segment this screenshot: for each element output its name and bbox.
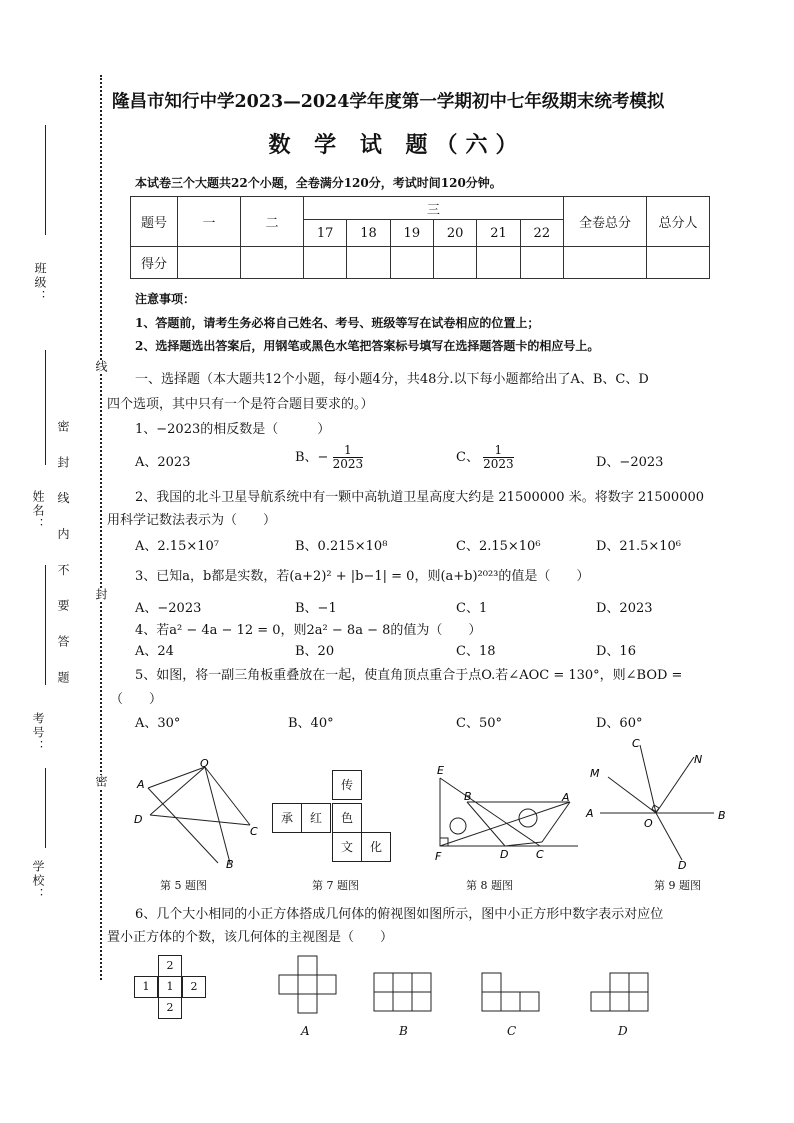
figure-q7-cube-net <box>272 770 392 865</box>
frac-numerator: 1 <box>483 444 514 458</box>
q6-option-c-figure[interactable] <box>481 972 543 1016</box>
q3-option-d[interactable]: D、2023 <box>596 601 653 616</box>
q6-option-a-figure[interactable] <box>278 955 340 1017</box>
q2-option-a[interactable]: A、2.15×10⁷ <box>135 539 219 554</box>
q3-option-b[interactable]: B、−1 <box>295 601 337 616</box>
q2-stem-line1: 2、我国的北斗卫星导航系统中有一颗中高轨道卫星高度大约是 21500000 米。将数字 21500000 <box>135 490 705 505</box>
q6-label-b: B <box>399 1024 408 1038</box>
q5-option-a[interactable]: A、30° <box>135 716 181 731</box>
frac-denominator: 2023 <box>332 457 364 471</box>
name-label: 姓名： <box>31 490 45 532</box>
q1-option-c-prefix: C、 <box>456 450 479 465</box>
figure-q9 <box>582 735 732 873</box>
q2-option-b[interactable]: B、0.215×10⁸ <box>295 539 388 554</box>
row-label-question: 题号 <box>131 197 178 247</box>
col-part-3: 三 <box>304 197 564 220</box>
q2-option-c[interactable]: C、2.15×10⁶ <box>456 539 541 554</box>
exam-no-fill-line <box>45 565 46 685</box>
binding-dotted-line <box>100 75 102 980</box>
svg-text:A: A <box>137 778 145 791</box>
notes-heading: 注意事项： <box>135 292 196 306</box>
caption-q5: 第 5 题图 <box>160 879 207 892</box>
col-q21: 21 <box>477 220 520 247</box>
score-cell[interactable] <box>390 247 433 279</box>
col-q20: 20 <box>433 220 476 247</box>
grid-cell: 2 <box>158 955 182 977</box>
q1-option-c[interactable] <box>456 444 514 471</box>
svg-text:D: D <box>500 848 509 861</box>
figure-q5 <box>130 755 270 873</box>
q1-option-d[interactable]: D、−2023 <box>596 455 664 470</box>
frac-denominator: 2023 <box>483 457 514 471</box>
q1-option-b[interactable] <box>295 444 363 471</box>
grid-cell: 1 <box>134 976 158 998</box>
q1-option-c-fraction <box>483 444 514 471</box>
score-cell[interactable] <box>647 247 710 279</box>
grid-cell: 2 <box>182 976 206 998</box>
school-label: 学校： <box>31 860 45 902</box>
score-cell[interactable] <box>304 247 347 279</box>
row-label-score: 得分 <box>131 247 178 279</box>
exam-title: 隆昌市知行中学2023—2024学年度第一学期初中七年级期末统考模拟 <box>112 92 665 112</box>
score-cell[interactable] <box>241 247 304 279</box>
seal-char-seal: 封 <box>94 588 108 602</box>
net-cell: 承 <box>272 803 302 833</box>
section1-line2: 四个选项，其中只有一个是符合题目要求的。） <box>107 397 374 412</box>
q4-option-d[interactable]: D、16 <box>596 644 636 659</box>
q6-stem-line1: 6、几个大小相同的小正方体搭成几何体的俯视图如图所示，图中小正方形中数字表示对应位 <box>135 907 664 922</box>
grid-cell: 1 <box>158 976 182 998</box>
caption-q7: 第 7 题图 <box>312 879 359 892</box>
score-cell[interactable] <box>477 247 520 279</box>
section1-line1: 一、选择题（本大题共12个小题，每小题4分，共48分.以下每小题都给出了A、B、C、D <box>135 372 649 387</box>
col-q17: 17 <box>304 220 347 247</box>
col-q19: 19 <box>390 220 433 247</box>
q5-option-b[interactable]: B、40° <box>288 716 334 731</box>
col-part-1: 一 <box>178 197 241 247</box>
svg-text:N: N <box>694 753 703 766</box>
q3-option-a[interactable]: A、−2023 <box>135 601 202 616</box>
caption-q9: 第 9 题图 <box>654 879 701 892</box>
net-cell: 红 <box>301 803 331 833</box>
svg-text:C: C <box>536 848 544 861</box>
q3-option-c[interactable]: C、1 <box>456 601 488 616</box>
svg-text:D: D <box>134 813 143 826</box>
q1-option-a[interactable]: A、2023 <box>135 455 191 470</box>
class-label: 班级： <box>33 262 47 304</box>
svg-text:A: A <box>562 791 570 804</box>
note-1: 1、答题前，请考生务必将自己姓名、考号、班级等写在试卷相应的位置上； <box>135 316 540 330</box>
col-scorer: 总分人 <box>647 197 710 247</box>
q1-stem: 1、−2023的相反数是（ ） <box>135 422 331 437</box>
exam-subtitle: 数 学 试 题（六） <box>268 132 526 158</box>
figure-q8 <box>430 760 590 870</box>
svg-text:F: F <box>435 850 442 863</box>
q6-stem-line2: 置小正方体的个数，该几何体的主视图是（ ） <box>107 930 394 945</box>
q4-option-c[interactable]: C、18 <box>456 644 496 659</box>
score-cell[interactable] <box>433 247 476 279</box>
net-cell: 色 <box>332 803 362 833</box>
q5-stem-line2: （ ） <box>110 692 163 707</box>
col-q22: 22 <box>520 220 563 247</box>
q6-label-a: A <box>301 1024 310 1038</box>
score-cell[interactable] <box>347 247 390 279</box>
svg-text:B: B <box>718 809 726 822</box>
q6-option-d-figure[interactable] <box>590 972 652 1016</box>
col-part-2: 二 <box>241 197 304 247</box>
net-cell: 文 <box>332 832 362 862</box>
score-cell[interactable] <box>564 247 647 279</box>
note-2: 2、选择题选出答案后，用钢笔或黑色水笔把答案标号填写在选择题答题卡的相应号上。 <box>135 339 600 353</box>
q2-stem-line2: 用科学记数法表示为（ ） <box>107 513 277 528</box>
q6-option-b-figure[interactable] <box>373 972 435 1016</box>
q5-option-d[interactable]: D、60° <box>596 716 643 731</box>
q4-option-a[interactable]: A、24 <box>135 644 174 659</box>
net-cell: 化 <box>361 832 391 862</box>
svg-text:M: M <box>590 767 600 780</box>
svg-text:O: O <box>644 817 653 830</box>
svg-text:E: E <box>437 764 444 777</box>
q4-option-b[interactable]: B、20 <box>295 644 335 659</box>
grid-cell: 2 <box>158 997 182 1019</box>
svg-text:B: B <box>226 858 234 871</box>
school-fill-line <box>45 768 46 848</box>
q2-option-d[interactable]: D、21.5×10⁶ <box>596 539 682 554</box>
q3-stem: 3、已知a，b都是实数，若(a+2)² + |b−1| = 0，则(a+b)²⁰²³的值是（ ） <box>135 569 590 584</box>
svg-text:C: C <box>632 737 640 750</box>
q6-label-d: D <box>618 1024 628 1038</box>
caption-q8: 第 8 题图 <box>466 879 513 892</box>
seal-char-line: 线 <box>94 360 108 374</box>
net-cell: 传 <box>332 770 362 800</box>
q5-stem-line1: 5、如图，将一副三角板重叠放在一起，使直角顶点重合于点O.若∠AOC = 130°，则∠BOD = <box>135 668 683 683</box>
score-table <box>130 196 710 279</box>
svg-text:O: O <box>200 757 209 770</box>
q6-top-view-grid <box>134 955 206 1021</box>
q1-option-b-fraction <box>333 444 364 471</box>
svg-text:D: D <box>678 859 687 872</box>
q5-option-c[interactable]: C、50° <box>456 716 502 731</box>
name-fill-line-top <box>45 350 46 465</box>
col-total: 全卷总分 <box>564 197 647 247</box>
exam-no-label: 考号： <box>31 712 45 754</box>
svg-text:C: C <box>250 825 258 838</box>
q6-label-c: C <box>507 1024 517 1038</box>
q4-stem: 4、若a² − 4a − 12 = 0，则2a² − 8a − 8的值为（ ） <box>135 623 482 638</box>
q1-option-b-prefix: B、− <box>295 450 329 465</box>
col-q18: 18 <box>347 220 390 247</box>
seal-char-secret: 密 <box>94 775 108 789</box>
frac-numerator: 1 <box>333 444 364 458</box>
score-cell[interactable] <box>520 247 563 279</box>
exam-intro: 本试卷三个大题共22个小题，全卷满分120分，考试时间120分钟。 <box>135 176 502 190</box>
seal-warning-text: 密 封 线 内 不 要 答 题 <box>56 420 70 693</box>
score-cell[interactable] <box>178 247 241 279</box>
svg-text:B: B <box>464 790 472 803</box>
svg-text:A: A <box>586 807 594 820</box>
